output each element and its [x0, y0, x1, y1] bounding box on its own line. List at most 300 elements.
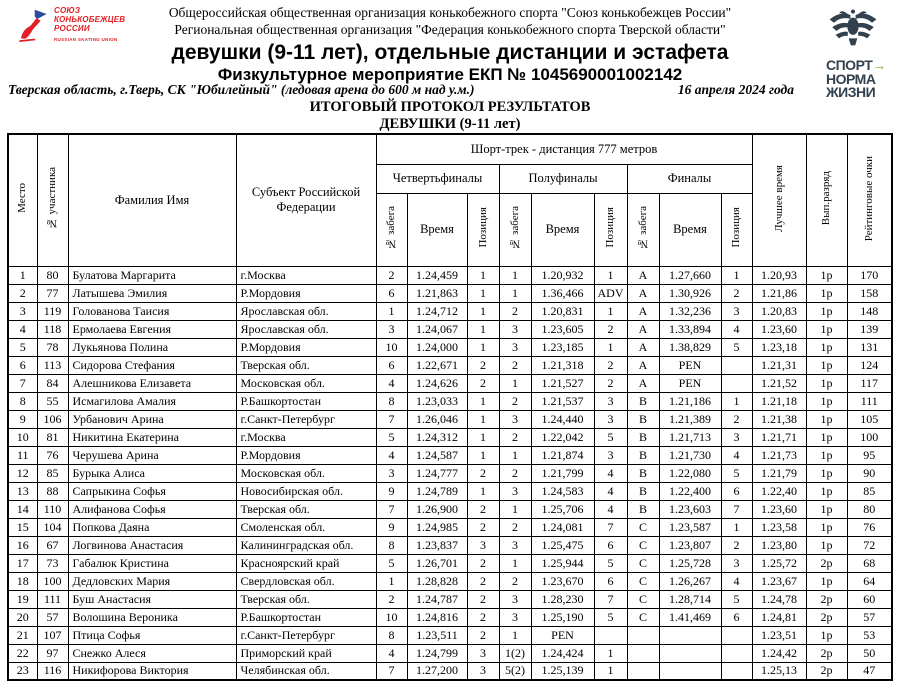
skating-union-wordmark: СОЮЗ КОНЬКОБЕЖЦЕВ РОССИИ RUSSIAN SKATING UNION: [54, 6, 126, 42]
table-cell: C: [627, 572, 659, 590]
table-cell: 1.23,605: [531, 320, 594, 338]
table-cell: C: [627, 554, 659, 572]
table-cell: Дедловских Мария: [68, 572, 236, 590]
table-cell: 1.21,730: [659, 446, 721, 464]
table-cell: 1.26,900: [407, 500, 467, 518]
table-cell: 1.21,86: [752, 284, 806, 302]
table-cell: 11: [8, 446, 37, 464]
table-cell: 117: [847, 374, 892, 392]
table-cell: 1: [467, 320, 499, 338]
table-cell: 1: [499, 446, 531, 464]
table-cell: 72: [847, 536, 892, 554]
table-cell: 111: [847, 392, 892, 410]
table-cell: A: [627, 266, 659, 284]
table-cell: 1р: [806, 302, 847, 320]
table-cell: 1.36,466: [531, 284, 594, 302]
col-header-qf-pos: Позиция: [467, 193, 499, 266]
col-header-qf-time: Время: [407, 193, 467, 266]
table-cell: 6: [8, 356, 37, 374]
table-cell: 2: [499, 572, 531, 590]
table-cell: 1.24,712: [407, 302, 467, 320]
table-cell: 55: [37, 392, 68, 410]
table-cell: Птица Софья: [68, 626, 236, 644]
table-cell: 4: [376, 644, 407, 662]
table-cell: 1.25,72: [752, 554, 806, 572]
table-cell: 1: [721, 392, 752, 410]
table-cell: 1.23,60: [752, 500, 806, 518]
table-cell: 3: [467, 644, 499, 662]
table-cell: 1.24,789: [407, 482, 467, 500]
table-cell: 1.23,18: [752, 338, 806, 356]
table-cell: 5: [721, 338, 752, 356]
table-cell: 7: [594, 518, 627, 536]
table-cell: 6: [376, 284, 407, 302]
table-cell: 1.30,926: [659, 284, 721, 302]
table-cell: B: [627, 410, 659, 428]
table-cell: Сапрыкина Софья: [68, 482, 236, 500]
table-cell: 2: [499, 464, 531, 482]
table-cell: 1.24,816: [407, 608, 467, 626]
table-cell: 10: [376, 338, 407, 356]
table-cell: 1.25,944: [531, 554, 594, 572]
table-row: [8, 482, 892, 500]
table-cell: 21: [8, 626, 37, 644]
table-cell: 5: [376, 554, 407, 572]
table-cell: 1.24,312: [407, 428, 467, 446]
table-cell: A: [627, 338, 659, 356]
table-cell: 1.21,71: [752, 428, 806, 446]
col-header-sf-pos: Позиция: [594, 193, 627, 266]
table-cell: B: [627, 500, 659, 518]
table-cell: 5(2): [499, 662, 531, 680]
venue-text: Тверская область, г.Тверь, СК "Юбилейный" (ледовая арена до 600 м над у.м.): [8, 82, 475, 97]
table-cell: 2р: [806, 554, 847, 572]
document-header: [0, 4, 900, 85]
table-cell: Тверская обл.: [236, 590, 376, 608]
table-cell: г.Санкт-Петербург: [236, 626, 376, 644]
col-header-f-pos: Позиция: [721, 193, 752, 266]
table-cell: 1р: [806, 410, 847, 428]
table-cell: 118: [37, 320, 68, 338]
table-cell: 13: [8, 482, 37, 500]
table-row: [8, 356, 892, 374]
table-cell: 2: [376, 266, 407, 284]
table-cell: B: [627, 464, 659, 482]
table-cell: 119: [37, 302, 68, 320]
table-cell: 3: [721, 302, 752, 320]
table-cell: 1: [467, 302, 499, 320]
table-cell: Тверская обл.: [236, 500, 376, 518]
table-cell: 1р: [806, 500, 847, 518]
table-cell: Алифанова Софья: [68, 500, 236, 518]
table-cell: 3: [499, 608, 531, 626]
table-cell: 1: [499, 626, 531, 644]
table-cell: 1р: [806, 536, 847, 554]
table-cell: 2: [721, 410, 752, 428]
table-cell: 104: [37, 518, 68, 536]
table-cell: 105: [847, 410, 892, 428]
table-cell: Никитина Екатерина: [68, 428, 236, 446]
table-cell: 81: [37, 428, 68, 446]
table-cell: [594, 626, 627, 644]
table-cell: C: [627, 590, 659, 608]
table-cell: 1.25,728: [659, 554, 721, 572]
table-cell: 1р: [806, 266, 847, 284]
table-cell: 2: [467, 608, 499, 626]
table-cell: 6: [721, 482, 752, 500]
table-cell: 1р: [806, 572, 847, 590]
table-cell: 3: [376, 464, 407, 482]
table-cell: [659, 626, 721, 644]
table-cell: 1.27,200: [407, 662, 467, 680]
table-cell: 68: [847, 554, 892, 572]
table-cell: Свердловская обл.: [236, 572, 376, 590]
table-cell: 47: [847, 662, 892, 680]
table-cell: 1р: [806, 338, 847, 356]
table-cell: 1.24,583: [531, 482, 594, 500]
table-cell: C: [627, 608, 659, 626]
table-cell: 1.23,60: [752, 320, 806, 338]
org-line-1: Общероссийская общественная организация конькобежного спорта "Союз конькобежцев России": [168, 5, 732, 20]
table-cell: Новосибирская обл.: [236, 482, 376, 500]
table-cell: 6: [594, 536, 627, 554]
table-cell: 1.24,067: [407, 320, 467, 338]
table-cell: 1.25,13: [752, 662, 806, 680]
table-cell: 3: [721, 554, 752, 572]
table-cell: 2: [467, 464, 499, 482]
table-cell: 1.20,831: [531, 302, 594, 320]
table-cell: 2: [499, 392, 531, 410]
results-table-head: [8, 134, 892, 266]
table-row: [8, 500, 892, 518]
table-cell: 1: [499, 500, 531, 518]
table-cell: Приморский край: [236, 644, 376, 662]
table-cell: 1.20,83: [752, 302, 806, 320]
table-cell: 1.21,537: [531, 392, 594, 410]
table-cell: Бурыка Алиса: [68, 464, 236, 482]
table-cell: 1: [721, 518, 752, 536]
table-cell: 2: [467, 572, 499, 590]
table-cell: 1: [721, 266, 752, 284]
table-cell: 1.20,93: [752, 266, 806, 284]
table-cell: 113: [37, 356, 68, 374]
table-row: [8, 536, 892, 554]
green-arrow-icon: →: [872, 57, 886, 73]
table-cell: 7: [376, 410, 407, 428]
table-cell: 19: [8, 590, 37, 608]
table-cell: Исмагилова Амалия: [68, 392, 236, 410]
table-cell: 1.23,185: [531, 338, 594, 356]
table-cell: 1.24,777: [407, 464, 467, 482]
table-cell: Смоленская обл.: [236, 518, 376, 536]
table-cell: 85: [847, 482, 892, 500]
table-cell: 1.24,626: [407, 374, 467, 392]
table-cell: 1.23,670: [531, 572, 594, 590]
table-cell: 10: [376, 608, 407, 626]
table-cell: [659, 662, 721, 680]
table-cell: PEN: [659, 374, 721, 392]
table-cell: Ермолаева Евгения: [68, 320, 236, 338]
table-row: [8, 644, 892, 662]
table-cell: 139: [847, 320, 892, 338]
table-cell: [721, 356, 752, 374]
table-cell: 1.21,874: [531, 446, 594, 464]
table-cell: 2: [8, 284, 37, 302]
table-cell: 6: [721, 608, 752, 626]
table-cell: 2р: [806, 608, 847, 626]
table-cell: 1.41,469: [659, 608, 721, 626]
table-cell: 1: [467, 428, 499, 446]
protocol-title-block: [0, 99, 900, 133]
table-cell: Тверская обл.: [236, 356, 376, 374]
table-cell: 22: [8, 644, 37, 662]
table-row: [8, 374, 892, 392]
table-cell: 12: [8, 464, 37, 482]
table-cell: 2: [721, 536, 752, 554]
table-cell: 60: [847, 590, 892, 608]
table-cell: 1.24,440: [531, 410, 594, 428]
table-cell: Калининградская обл.: [236, 536, 376, 554]
results-table: [7, 133, 893, 681]
table-cell: 1.24,787: [407, 590, 467, 608]
table-cell: 124: [847, 356, 892, 374]
table-row: [8, 554, 892, 572]
table-row: [8, 392, 892, 410]
table-row: [8, 284, 892, 302]
table-cell: 1р: [806, 320, 847, 338]
table-cell: 1.24,78: [752, 590, 806, 608]
table-cell: 1: [594, 302, 627, 320]
table-cell: 1: [467, 392, 499, 410]
table-cell: Алешникова Елизавета: [68, 374, 236, 392]
table-cell: 1р: [806, 482, 847, 500]
table-cell: 1р: [806, 392, 847, 410]
table-cell: 1р: [806, 428, 847, 446]
table-cell: 3: [499, 338, 531, 356]
table-cell: 14: [8, 500, 37, 518]
event-subtitle: Физкультурное мероприятие ЕКП № 1045690001002142: [217, 65, 683, 84]
table-cell: 88: [37, 482, 68, 500]
table-cell: 7: [376, 500, 407, 518]
table-cell: 80: [847, 500, 892, 518]
table-cell: 7: [376, 662, 407, 680]
table-cell: Черушева Арина: [68, 446, 236, 464]
table-cell: 16: [8, 536, 37, 554]
table-cell: 1.24,000: [407, 338, 467, 356]
table-cell: [721, 626, 752, 644]
table-cell: 1.23,511: [407, 626, 467, 644]
table-cell: 1.21,527: [531, 374, 594, 392]
table-row: [8, 518, 892, 536]
table-cell: 107: [37, 626, 68, 644]
table-cell: 2р: [806, 644, 847, 662]
table-row: [8, 662, 892, 680]
table-cell: г.Санкт-Петербург: [236, 410, 376, 428]
table-cell: [627, 662, 659, 680]
table-cell: Габалюк Кристина: [68, 554, 236, 572]
table-cell: 3: [499, 320, 531, 338]
col-header-bib: № участника: [37, 134, 68, 266]
table-row: [8, 572, 892, 590]
table-cell: 1: [467, 410, 499, 428]
table-cell: 1.21,38: [752, 410, 806, 428]
table-row: [8, 428, 892, 446]
table-cell: B: [627, 392, 659, 410]
table-row: [8, 590, 892, 608]
table-cell: 4: [8, 320, 37, 338]
table-cell: 4: [594, 482, 627, 500]
table-cell: 76: [847, 518, 892, 536]
table-cell: 1.21,79: [752, 464, 806, 482]
event-title: девушки (9-11 лет), отдельные дистанции и эстафета: [171, 41, 729, 64]
table-cell: 64: [847, 572, 892, 590]
table-cell: 1(2): [499, 644, 531, 662]
table-cell: 1.24,081: [531, 518, 594, 536]
table-cell: 1.23,67: [752, 572, 806, 590]
table-cell: 7: [594, 590, 627, 608]
table-cell: 57: [847, 608, 892, 626]
table-cell: 18: [8, 572, 37, 590]
col-header-place: Место: [8, 134, 37, 266]
col-header-name: Фамилия Имя: [68, 134, 236, 266]
table-cell: 1: [499, 266, 531, 284]
table-cell: Сидорова Стефания: [68, 356, 236, 374]
table-cell: 3: [721, 428, 752, 446]
table-cell: C: [627, 536, 659, 554]
table-cell: 1: [376, 572, 407, 590]
table-cell: 8: [376, 626, 407, 644]
table-row: [8, 410, 892, 428]
table-cell: 80: [37, 266, 68, 284]
table-cell: 2: [467, 590, 499, 608]
table-cell: 5: [8, 338, 37, 356]
table-cell: 1.23,603: [659, 500, 721, 518]
table-cell: 1: [594, 338, 627, 356]
table-cell: 1.22,042: [531, 428, 594, 446]
protocol-title: ИТОГОВЫЙ ПРОТОКОЛ РЕЗУЛЬТАТОВ: [309, 99, 591, 115]
table-cell: 5: [594, 554, 627, 572]
table-cell: B: [627, 428, 659, 446]
table-cell: 3: [499, 536, 531, 554]
table-cell: 2: [499, 356, 531, 374]
phase-header-semifinals: Полуфиналы: [499, 164, 627, 193]
table-cell: Московская обл.: [236, 374, 376, 392]
table-cell: 2: [594, 374, 627, 392]
table-cell: Ярославская обл.: [236, 302, 376, 320]
phase-header-quarterfinals: Четвертьфиналы: [376, 164, 499, 193]
table-cell: C: [627, 518, 659, 536]
table-cell: 1: [467, 266, 499, 284]
table-cell: 2: [499, 302, 531, 320]
table-cell: 78: [37, 338, 68, 356]
table-cell: 8: [376, 392, 407, 410]
table-cell: 1.22,40: [752, 482, 806, 500]
table-cell: Урбанович Арина: [68, 410, 236, 428]
table-cell: 4: [376, 446, 407, 464]
table-cell: 76: [37, 446, 68, 464]
venue-date-row: [8, 82, 794, 98]
table-cell: 2: [376, 590, 407, 608]
table-cell: 1: [594, 266, 627, 284]
table-cell: 3: [594, 446, 627, 464]
table-cell: 158: [847, 284, 892, 302]
table-cell: 1.21,799: [531, 464, 594, 482]
table-cell: 3: [499, 482, 531, 500]
table-cell: 9: [8, 410, 37, 428]
table-cell: 1.24,459: [407, 266, 467, 284]
table-cell: 1.25,139: [531, 662, 594, 680]
table-cell: 2: [467, 356, 499, 374]
table-cell: 4: [721, 320, 752, 338]
table-cell: 1.22,671: [407, 356, 467, 374]
table-cell: 1.25,190: [531, 608, 594, 626]
table-cell: 1.21,863: [407, 284, 467, 302]
table-cell: 1.23,80: [752, 536, 806, 554]
col-header-points: Рейтинговые очки: [847, 134, 892, 266]
table-row: [8, 464, 892, 482]
table-cell: 1.21,52: [752, 374, 806, 392]
table-cell: 1.21,18: [752, 392, 806, 410]
table-cell: 1.27,660: [659, 266, 721, 284]
table-cell: Латышева Эмилия: [68, 284, 236, 302]
table-cell: Московская обл.: [236, 464, 376, 482]
table-cell: 2: [721, 284, 752, 302]
table-cell: 1: [467, 338, 499, 356]
table-cell: 17: [8, 554, 37, 572]
table-cell: 1р: [806, 356, 847, 374]
table-cell: 1.28,714: [659, 590, 721, 608]
event-date: 16 апреля 2024 года: [677, 82, 794, 97]
table-cell: Лукьянова Полина: [68, 338, 236, 356]
table-cell: Р.Башкортостан: [236, 608, 376, 626]
table-cell: 1р: [806, 446, 847, 464]
table-cell: 2р: [806, 590, 847, 608]
table-cell: 1.21,389: [659, 410, 721, 428]
table-cell: 1.22,400: [659, 482, 721, 500]
table-cell: [659, 644, 721, 662]
table-cell: Р.Башкортостан: [236, 392, 376, 410]
table-cell: 9: [376, 482, 407, 500]
table-cell: 67: [37, 536, 68, 554]
sport-norma-zhizni-wordmark: СПОРТ→ НОРМА ЖИЗНИ: [826, 57, 886, 100]
table-cell: 6: [376, 356, 407, 374]
table-row: [8, 320, 892, 338]
table-cell: 4: [721, 572, 752, 590]
table-cell: 4: [594, 464, 627, 482]
table-cell: Р.Мордовия: [236, 284, 376, 302]
table-cell: 1.21,318: [531, 356, 594, 374]
phase-header-finals: Финалы: [627, 164, 752, 193]
table-cell: 3: [594, 410, 627, 428]
table-cell: 2: [594, 356, 627, 374]
table-cell: 1.28,828: [407, 572, 467, 590]
table-cell: 10: [8, 428, 37, 446]
table-cell: 1.26,046: [407, 410, 467, 428]
table-cell: 116: [37, 662, 68, 680]
table-row: [8, 446, 892, 464]
table-cell: 1: [499, 374, 531, 392]
table-cell: 6: [594, 572, 627, 590]
col-header-rank: Вып.разряд: [806, 134, 847, 266]
table-cell: 1: [594, 644, 627, 662]
table-cell: Челябинская обл.: [236, 662, 376, 680]
table-cell: PEN: [531, 626, 594, 644]
table-cell: 1: [467, 482, 499, 500]
table-cell: г.Москва: [236, 428, 376, 446]
table-cell: 53: [847, 626, 892, 644]
table-row: [8, 302, 892, 320]
table-cell: PEN: [659, 356, 721, 374]
